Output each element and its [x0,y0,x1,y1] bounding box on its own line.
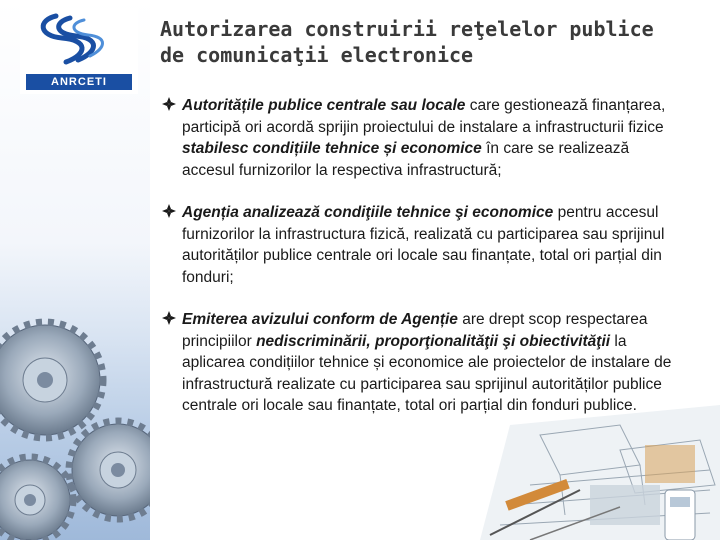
title-line-1: Autorizarea construirii reţelelor publice [160,17,654,41]
title-line-2: de comunicaţii electronice [160,43,474,67]
bullet-3-segment-1: Emiterea avizului conform de Agenție [182,311,458,328]
anrceti-logo [20,8,138,94]
logo-text: ANRCETI [26,74,132,90]
diamond-bullet-icon [162,97,176,111]
bullet-1-segment-3: stabilesc condițiile tehnice și economice [182,140,482,157]
construction-illustration [470,395,720,540]
page-title [160,16,700,68]
bullet-3-segment-2: are drept scop respectarea principiilor [182,311,648,350]
bullet-list [162,95,682,417]
gears-illustration [0,300,150,540]
bullet-1-segment-4: în care se realizează accesul furnizorilor la respectiva infrastructură; [182,140,630,179]
bullet-2-segment-1: Agenția analizează condiţiile tehnice şi economice [182,204,554,221]
bullet-3-segment-3: nediscriminării, proporţionalităţii şi obiectivităţii [256,332,611,350]
diamond-bullet-icon [162,204,176,218]
bullet-2-segment-2: pentru accesul furnizorilor la infrastructura fizică, realizată cu participarea sau sprijinul autorităților publice centrale ori locale sau finanțate, total ori parțial din fonduri; [182,204,665,286]
bullet-item [162,309,682,417]
bullet-item [162,202,682,288]
diamond-bullet-icon [162,311,176,325]
bullet-1-segment-1: Autoritățile publice centrale sau locale [182,97,466,114]
logo-emblem-icon [26,8,132,72]
bullet-3-segment-4: la aplicarea condițiilor tehnice și economice ale proiectelor de instalare de infrastructură realizate cu participarea sau sprijinul autorităților publice centrale ori locale sau finanțate, total ori parțial din fonduri publice. [182,332,672,414]
bullet-item [162,95,682,181]
bullet-1-segment-2: care gestionează finanțarea, participă ori acordă sprijin proiectului de instalare a infrastructurii fizice [182,97,666,136]
